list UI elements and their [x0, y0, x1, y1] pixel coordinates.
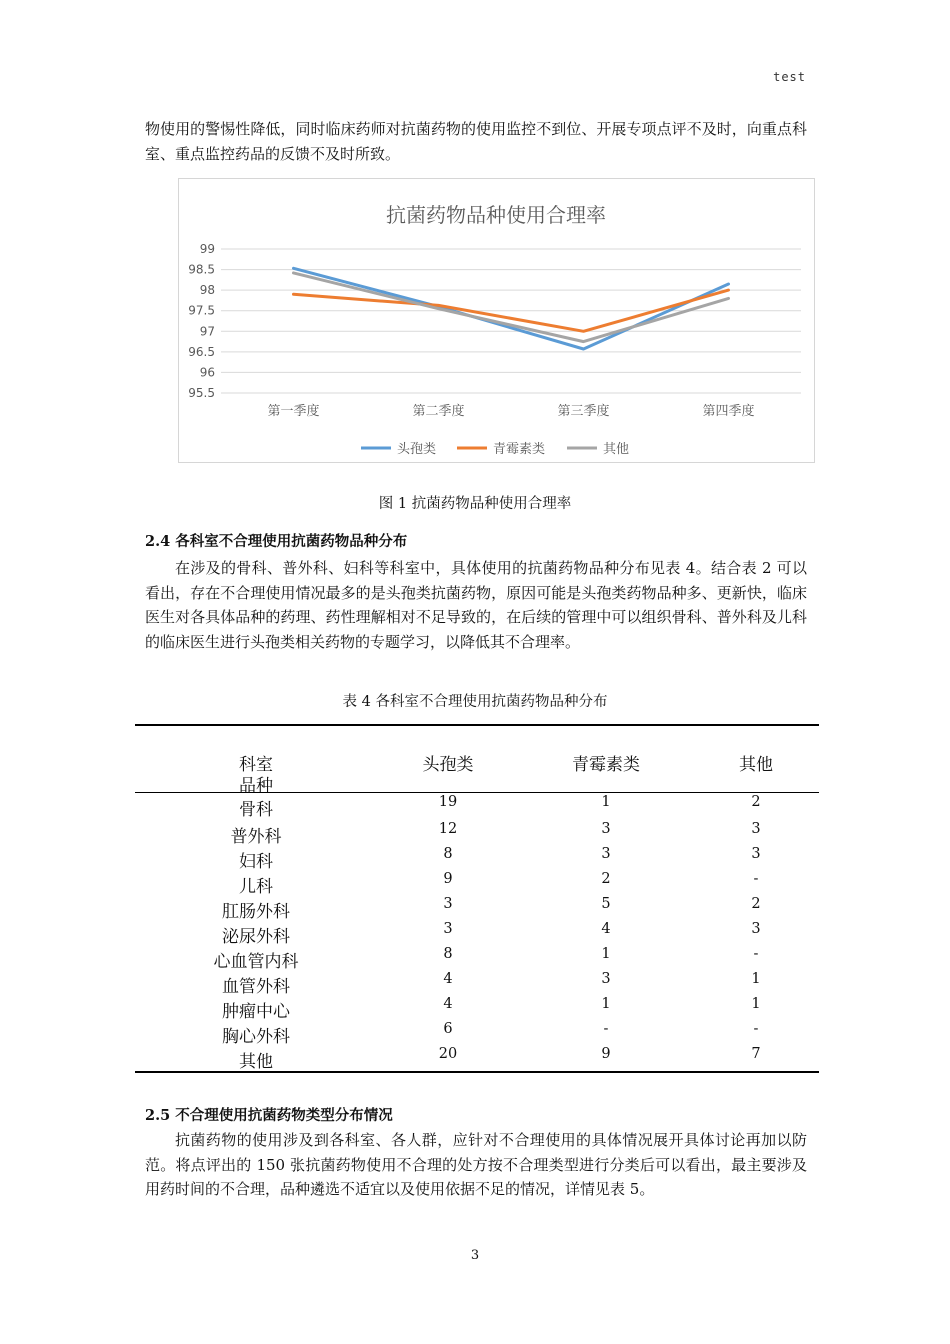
- page-number: 3: [470, 1248, 480, 1263]
- table-cell: 1: [601, 996, 611, 1012]
- table-cell: 3: [601, 971, 611, 987]
- x-tick-label: 第三季度: [557, 404, 610, 419]
- x-tick-label: 第一季度: [267, 404, 320, 419]
- table-cell: 9: [443, 871, 453, 887]
- table-cell: 2: [751, 896, 761, 912]
- table-col-header: 青霉素类: [572, 755, 640, 775]
- table-row-dept: 肿瘤中心: [222, 1002, 290, 1022]
- legend-label: 青霉素类: [493, 442, 546, 457]
- table-cell: 5: [601, 896, 611, 912]
- y-tick-label: 97.5: [188, 303, 215, 318]
- y-tick-label: 97: [199, 324, 215, 339]
- line-chart: [179, 179, 814, 462]
- legend-label: 其他: [603, 442, 630, 457]
- table-cell: 8: [443, 946, 453, 962]
- table-cell: 3: [601, 846, 611, 862]
- table-4-caption: 表 4 各科室不合理使用抗菌药物品种分布: [342, 694, 608, 710]
- table-cell: -: [753, 1021, 759, 1037]
- legend-label: 头孢类: [397, 442, 437, 457]
- table-corner-bottom: 品种: [239, 776, 273, 796]
- figure-caption: 图 1 抗菌药物品种使用合理率: [378, 496, 572, 512]
- section-2-4-paragraph: 在涉及的骨科、普外科、妇科等科室中，具体使用的抗菌药物品种分布见表 4。结合表 2 可以看出，存在不合理使用情况最多的是头孢类抗菌药物，原因可能是头孢类药物品种多、更新快，临床医生对各具体品种的药理、药性理解相对不足导致的，在后续的管理中可以组织骨科、普外科及儿科的临床医生进行头孢类相关药物的专题学习，以降低其不合理率。: [145, 559, 807, 651]
- table-cell: 2: [601, 871, 611, 887]
- table-cell: -: [753, 946, 759, 962]
- table-cell: -: [753, 871, 759, 887]
- section-2-5-heading: 2.5 不合理使用抗菌药物类型分布情况: [145, 1107, 393, 1124]
- intro-paragraph: 物使用的警惕性降低，同时临床药师对抗菌药物的使用监控不到位、开展专项点评不及时，向重点科室、重点监控药品的反馈不及时所致。: [145, 120, 807, 163]
- table-row-dept: 骨科: [239, 800, 273, 820]
- table-cell: 3: [601, 821, 611, 837]
- table-cell: 20: [438, 1046, 458, 1062]
- table-top-rule: [135, 724, 819, 726]
- table-cell: -: [603, 1021, 609, 1037]
- table-cell: 7: [751, 1046, 761, 1062]
- table-cell: 3: [751, 821, 761, 837]
- table-row-dept: 肛肠外科: [222, 902, 290, 922]
- table-cell: 8: [443, 846, 453, 862]
- table-cell: 1: [601, 794, 611, 810]
- y-tick-label: 96.5: [188, 344, 215, 359]
- table-col-header: 其他: [739, 755, 773, 775]
- table-row-dept: 泌尿外科: [222, 927, 290, 947]
- table-row-dept: 心血管内科: [213, 952, 299, 972]
- section-2-4-heading: 2.4 各科室不合理使用抗菌药物品种分布: [145, 533, 408, 550]
- y-tick-label: 98: [199, 283, 215, 298]
- table-cell: 9: [601, 1046, 611, 1062]
- table-cell: 6: [443, 1021, 453, 1037]
- table-cell: 3: [751, 846, 761, 862]
- table-row-dept: 其他: [239, 1052, 273, 1072]
- table-cell: 4: [443, 971, 453, 987]
- y-tick-label: 95.5: [188, 386, 215, 400]
- table-col-header: 头孢类: [422, 755, 474, 775]
- table-cell: 1: [601, 946, 611, 962]
- y-tick-label: 96: [199, 365, 215, 380]
- table-cell: 3: [443, 896, 453, 912]
- table-cell: 3: [751, 921, 761, 937]
- header-label: test: [773, 70, 806, 84]
- table-cell: 1: [751, 971, 761, 987]
- table-row-dept: 胸心外科: [222, 1027, 290, 1047]
- table-cell: 4: [443, 996, 453, 1012]
- table-row-dept: 血管外科: [222, 977, 290, 997]
- table-cell: 3: [443, 921, 453, 937]
- table-row-dept: 普外科: [230, 827, 282, 847]
- y-tick-label: 98.5: [188, 262, 215, 277]
- figure-1-chart: [178, 178, 815, 463]
- section-2-5-paragraph: 抗菌药物的使用涉及到各科室、各人群，应针对不合理使用的具体情况展开具体讨论再加以防范。将点评出的 150 张抗菌药物使用不合理的处方按不合理类型进行分类后可以看出，最主要涉及用药时间的不合理，品种遴选不适宜以及使用依据不足的情况，详情见表 5。: [145, 1131, 807, 1198]
- table-row-dept: 妇科: [239, 852, 273, 872]
- table-corner-top: 科室: [239, 755, 273, 775]
- table-cell: 1: [751, 996, 761, 1012]
- table-cell: 2: [751, 794, 761, 810]
- chart-title: 抗菌药物品种使用合理率: [386, 203, 606, 227]
- x-tick-label: 第二季度: [412, 404, 465, 419]
- x-tick-label: 第四季度: [702, 404, 755, 419]
- table-cell: 12: [438, 821, 458, 837]
- table-cell: 4: [601, 921, 611, 937]
- table-cell: 19: [438, 794, 458, 810]
- y-tick-label: 99: [199, 242, 215, 256]
- table-row-dept: 儿科: [239, 877, 273, 897]
